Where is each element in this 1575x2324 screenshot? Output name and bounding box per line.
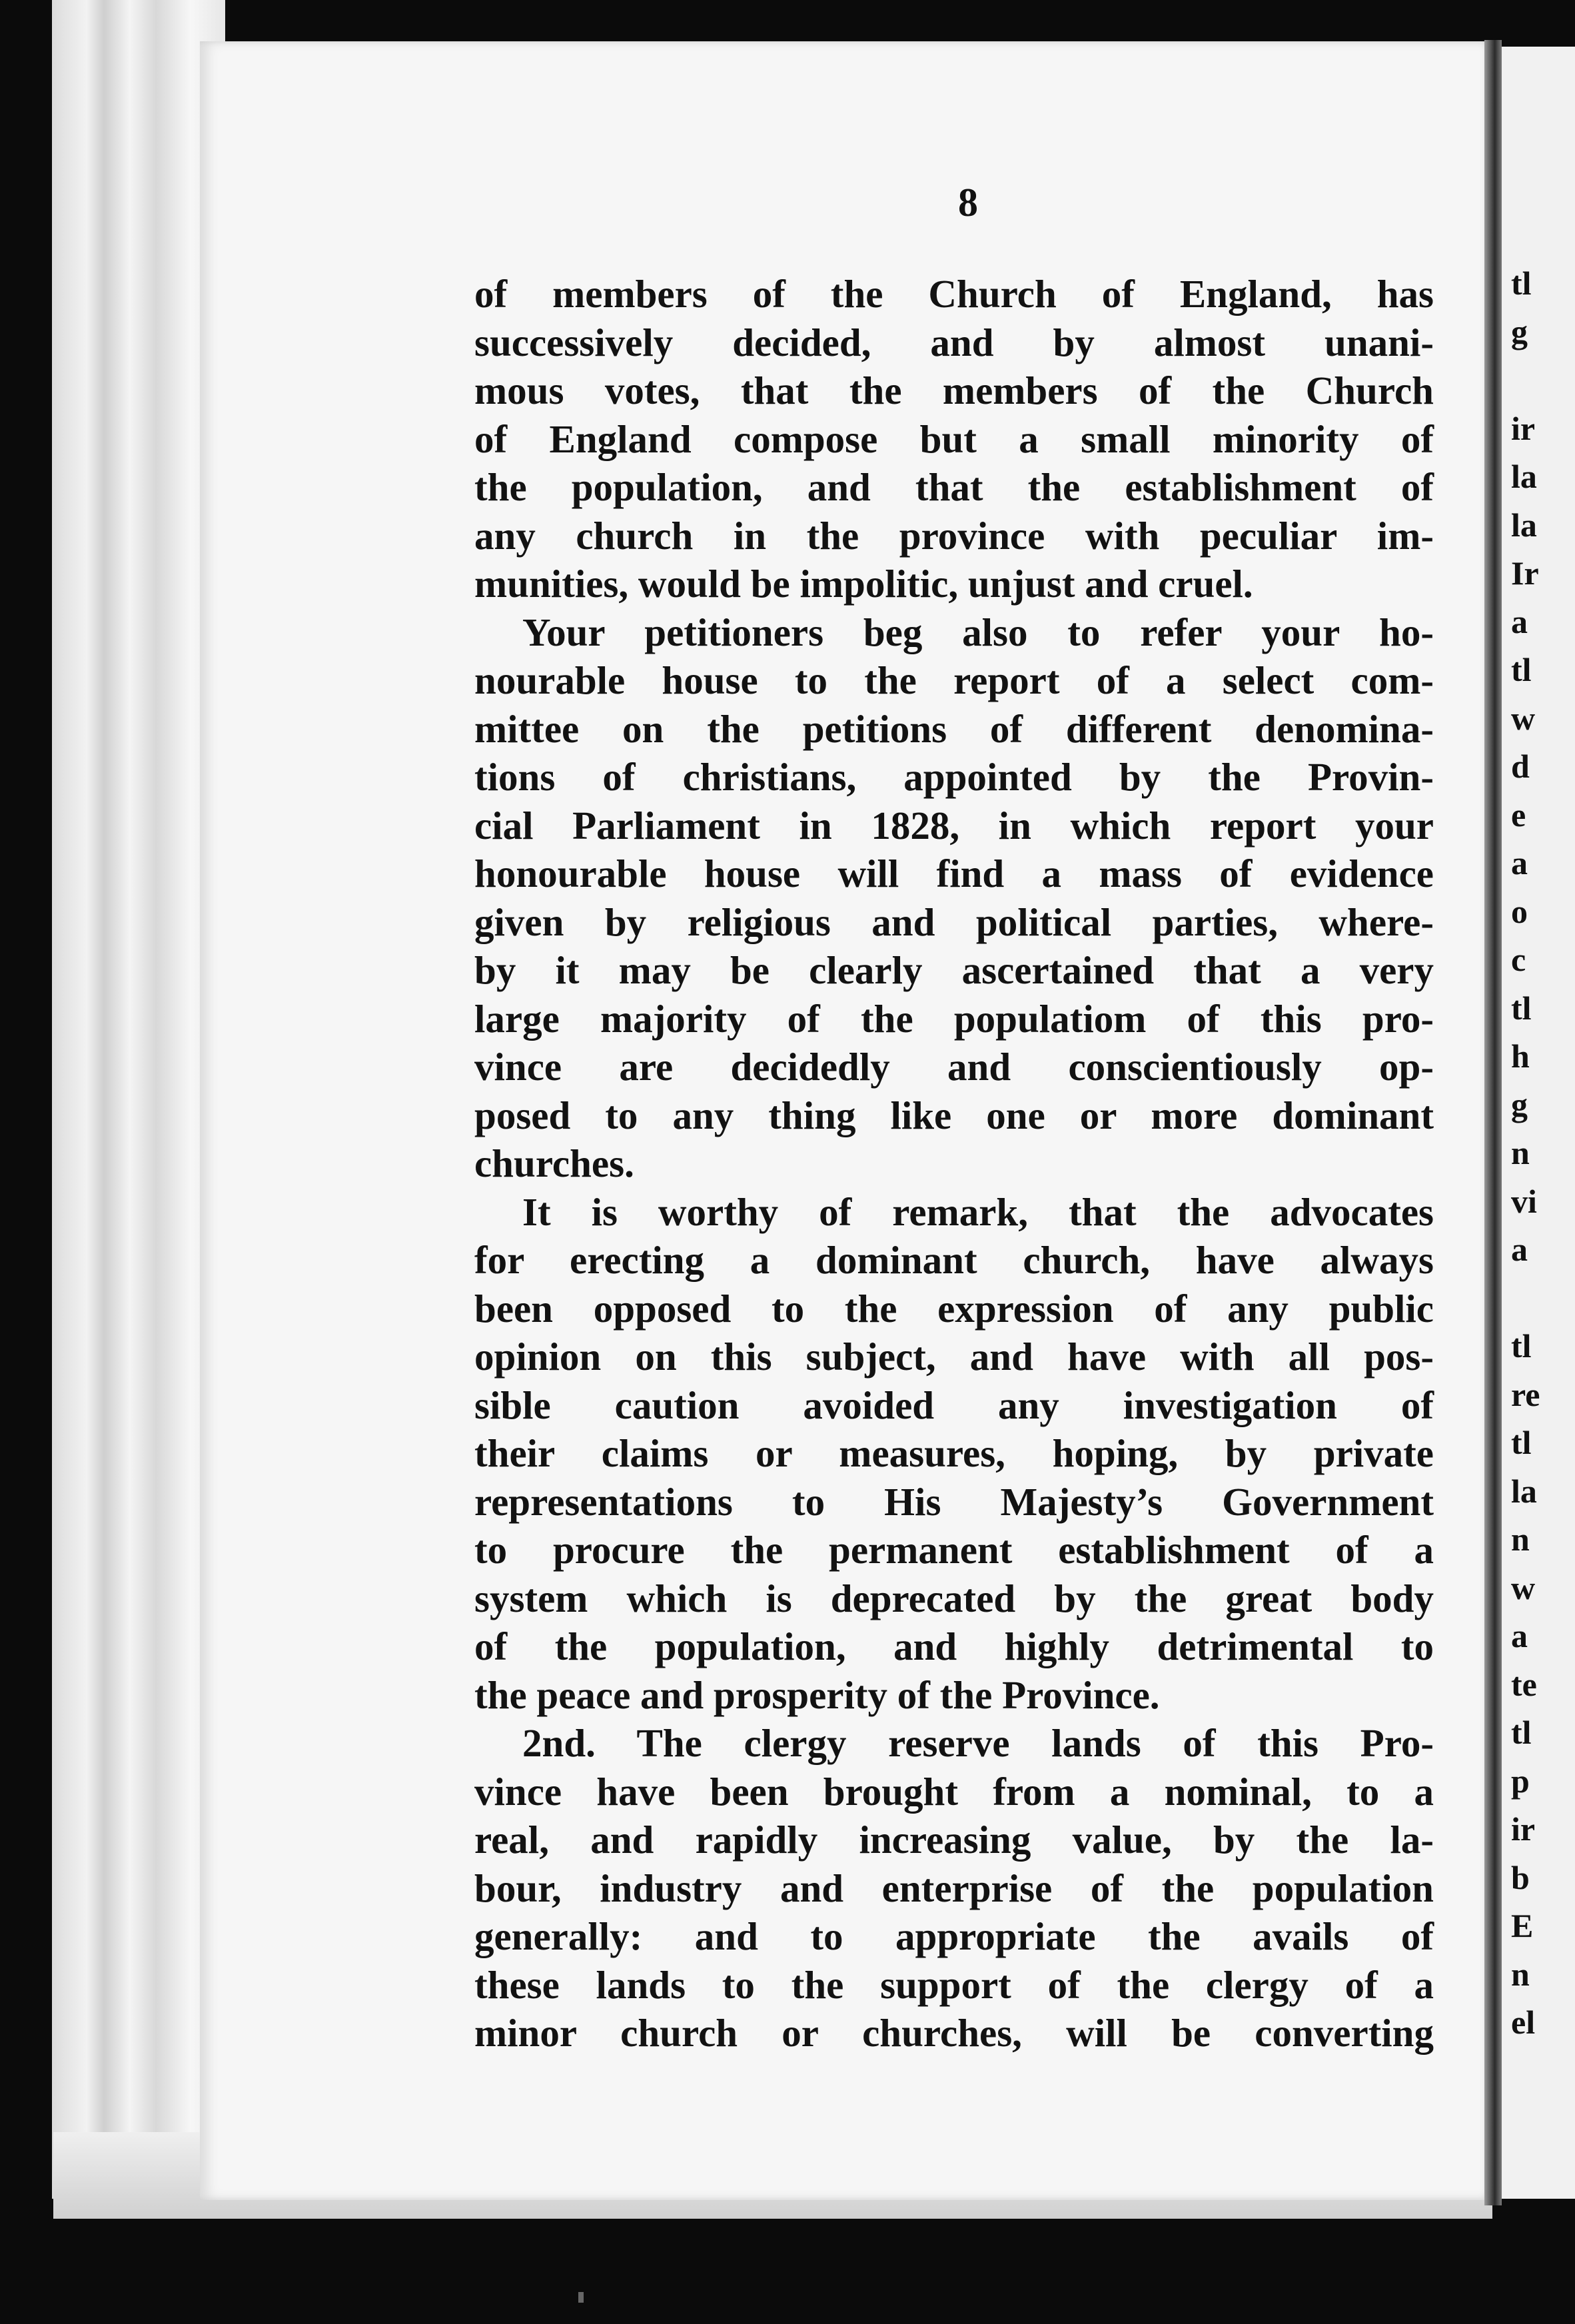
facing-page-fragment: tl: [1511, 989, 1532, 1027]
text-line: generally: and to appropriate the avails of: [474, 1914, 1434, 1958]
facing-page-fragment: la: [1511, 506, 1537, 544]
facing-page-fragment: tl: [1511, 1424, 1532, 1461]
facing-page-fragment: tl: [1511, 265, 1532, 302]
facing-page-fragment: c: [1511, 941, 1526, 978]
facing-page-fragment: tl: [1511, 1327, 1532, 1365]
facing-page-fragment: w: [1511, 1568, 1536, 1606]
text-line: these lands to the support of the clergy of a: [474, 1962, 1434, 2007]
facing-page-fragment: tl: [1511, 651, 1532, 688]
text-line: 2nd. The clergy reserve lands of this Pro-: [522, 1721, 1434, 1765]
facing-page-fragment: d: [1511, 748, 1530, 785]
facing-page-fragment: n: [1511, 1134, 1530, 1171]
text-line: tions of christians, appointed by the Provin-: [474, 755, 1434, 799]
facing-page-fragment: e: [1511, 796, 1526, 834]
facing-page-fragment: o: [1511, 892, 1528, 930]
text-line: system which is deprecated by the great body: [474, 1576, 1434, 1620]
body-text: [474, 270, 1434, 2057]
text-line: vince are decidedly and conscientiously op-: [474, 1045, 1434, 1089]
facing-page-fragment: la: [1511, 458, 1537, 495]
text-line: given by religious and political parties, where-: [474, 899, 1434, 944]
facing-page-fragment: b: [1511, 1858, 1530, 1896]
facing-page-fragment: tl: [1511, 1714, 1532, 1751]
text-line: Your petitioners beg also to refer your ho-: [522, 610, 1434, 654]
facing-page-fragment: n: [1511, 1955, 1530, 1993]
text-line: mous votes, that the members of the Church: [474, 368, 1434, 412]
text-line: any church in the province with peculiar im-: [474, 513, 1434, 558]
text-line: their claims or measures, hoping, by private: [474, 1431, 1434, 1475]
text-line: mittee on the petitions of different denomina-: [474, 706, 1434, 751]
facing-page-fragment: w: [1511, 699, 1536, 737]
text-line: honourable house will find a mass of evidence: [474, 852, 1434, 895]
facing-page-fragment: vi: [1511, 1182, 1537, 1220]
facing-page-fragment: a: [1511, 1231, 1528, 1268]
text-line: real, and rapidly increasing value, by the la-: [474, 1818, 1434, 1862]
text-line: by it may be clearly ascertained that a very: [474, 948, 1434, 992]
facing-page-fragment: E: [1511, 1907, 1534, 1944]
page-number: 8: [958, 181, 978, 225]
text-line: sible caution avoided any investigation of: [474, 1383, 1434, 1427]
text-line: churches.: [474, 1141, 634, 1185]
facing-page-fragment: n: [1511, 1520, 1530, 1558]
text-line: been opposed to the expression of any public: [474, 1286, 1434, 1331]
facing-page-fragment: p: [1511, 1762, 1530, 1800]
page-stack-edge: [52, 0, 225, 2199]
text-line: It is worthy of remark, that the advocates: [522, 1189, 1434, 1234]
facing-page-fragment: Ir: [1511, 554, 1539, 592]
text-line: nourable house to the report of a select com-: [474, 658, 1434, 702]
facing-page-fragment: el: [1511, 2004, 1536, 2041]
facing-page-fragment: ir: [1511, 409, 1536, 447]
text-line: opinion on this subject, and have with all pos-: [474, 1335, 1434, 1379]
text-line: large majority of the populatiom of this pro-: [474, 996, 1434, 1041]
facing-page-fragment: g: [1511, 1085, 1528, 1123]
facing-page-fragment: re: [1511, 1375, 1540, 1413]
text-line: of England compose but a small minority of: [474, 416, 1434, 461]
scan-mark: [578, 2292, 584, 2303]
facing-page: [1502, 47, 1575, 2199]
text-line: munities, would be impolitic, unjust and cruel.: [474, 562, 1253, 606]
text-line: for erecting a dominant church, have always: [474, 1238, 1434, 1282]
book-gutter: [1484, 40, 1502, 2205]
facing-page-fragment: a: [1511, 602, 1528, 640]
text-line: of the population, and highly detrimental to: [474, 1624, 1434, 1668]
text-line: of members of the Church of England, has: [474, 272, 1434, 316]
facing-page-fragment: a: [1511, 844, 1528, 881]
text-line: to procure the permanent establishment of a: [474, 1528, 1434, 1572]
text-line: representations to His Majesty’s Government: [474, 1479, 1434, 1524]
text-line: posed to any thing like one or more dominant: [474, 1093, 1434, 1137]
text-line: cial Parliament in 1828, in which report your: [474, 803, 1434, 848]
text-line: bour, industry and enterprise of the population: [474, 1866, 1434, 1910]
text-line: minor church or churches, will be converting: [474, 2011, 1434, 2055]
facing-page-fragment: te: [1511, 1665, 1537, 1703]
facing-page-fragment: h: [1511, 1037, 1530, 1075]
facing-page-fragment: ir: [1511, 1810, 1536, 1848]
text-line: the peace and prosperity of the Province.: [474, 1672, 1160, 1717]
text-line: vince have been brought from a nominal, to a: [474, 1769, 1434, 1814]
facing-page-fragment: g: [1511, 312, 1528, 350]
facing-page-fragment: a: [1511, 1617, 1528, 1654]
text-line: successively decided, and by almost unani-: [474, 320, 1434, 364]
facing-page-fragment: la: [1511, 1472, 1537, 1510]
text-line: the population, and that the establishment of: [474, 465, 1434, 509]
